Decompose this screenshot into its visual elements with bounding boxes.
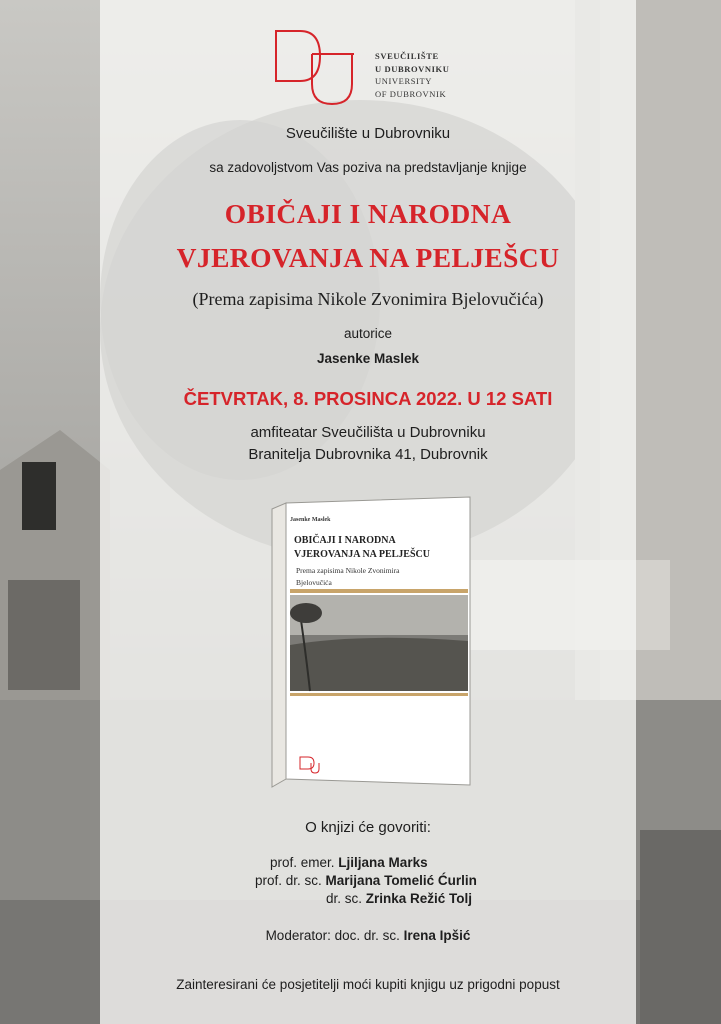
moderator-label: Moderator: doc. dr. sc. <box>265 928 400 943</box>
speaker-2-name: Marijana Tomelić Ćurlin <box>325 873 477 888</box>
speaker-1-title: prof. emer. <box>270 855 335 870</box>
logo-text <box>375 50 450 100</box>
cover-title-line-1: OBIČAJI I NARODNA <box>294 535 396 546</box>
event-datetime: ČETVRTAK, 8. PROSINCA 2022. U 12 SATI <box>183 388 553 409</box>
logo-line-1: SVEUČILIŠTE <box>375 51 439 61</box>
speaker-2 <box>255 873 721 888</box>
speaker-1-name: Ljiljana Marks <box>338 855 428 870</box>
logo-line-4: OF DUBROVNIK <box>375 88 447 99</box>
book-cover-image <box>270 495 476 795</box>
speakers-heading: O knjizi će govoriti: <box>305 819 431 836</box>
author-name: Jasenke Maslek <box>316 351 420 366</box>
cover-subtitle-line-1: Prema zapisima Nikole Zvonimira <box>296 566 400 575</box>
book-title-line-2: VJEROVANJA NA PELJEŠCU <box>176 242 560 273</box>
speaker-2-title: prof. dr. sc. <box>255 873 322 888</box>
cover-subtitle-line-2: Bjelovučića <box>296 578 332 587</box>
cover-title-line-2: VJEROVANJA NA PELJEŠCU <box>294 549 430 560</box>
speaker-3-name: Zrinka Režić Tolj <box>365 891 473 906</box>
speaker-3-title: dr. sc. <box>326 891 363 906</box>
university-name: Sveučilište u Dubrovniku <box>285 125 451 142</box>
author-label: autorice <box>343 326 393 341</box>
speaker-1 <box>270 855 721 870</box>
event-address: Branitelja Dubrovnika 41, Dubrovnik <box>248 446 488 463</box>
book-title-line-1: OBIČAJI I NARODNA <box>224 198 512 229</box>
moderator <box>100 928 636 943</box>
cover-author: Jasenke Maslek <box>290 517 331 523</box>
event-venue: amfiteatar Sveučilišta u Dubrovniku <box>250 424 486 441</box>
invitation-text: sa zadovoljstvom Vas poziva na predstavljanje knjige <box>209 160 527 175</box>
logo-line-2: U DUBROVNIKU <box>375 63 450 74</box>
footer-note: Zainteresirani će posjetitelji moći kupiti knjigu uz prigodni popust <box>176 977 560 992</box>
university-logo <box>272 26 362 108</box>
moderator-name: Irena Ipšić <box>403 928 471 943</box>
speaker-3 <box>326 891 721 906</box>
logo-line-3: UNIVERSITY <box>375 76 432 86</box>
book-subtitle: (Prema zapisima Nikole Zvonimira Bjelovučića) <box>192 289 544 309</box>
